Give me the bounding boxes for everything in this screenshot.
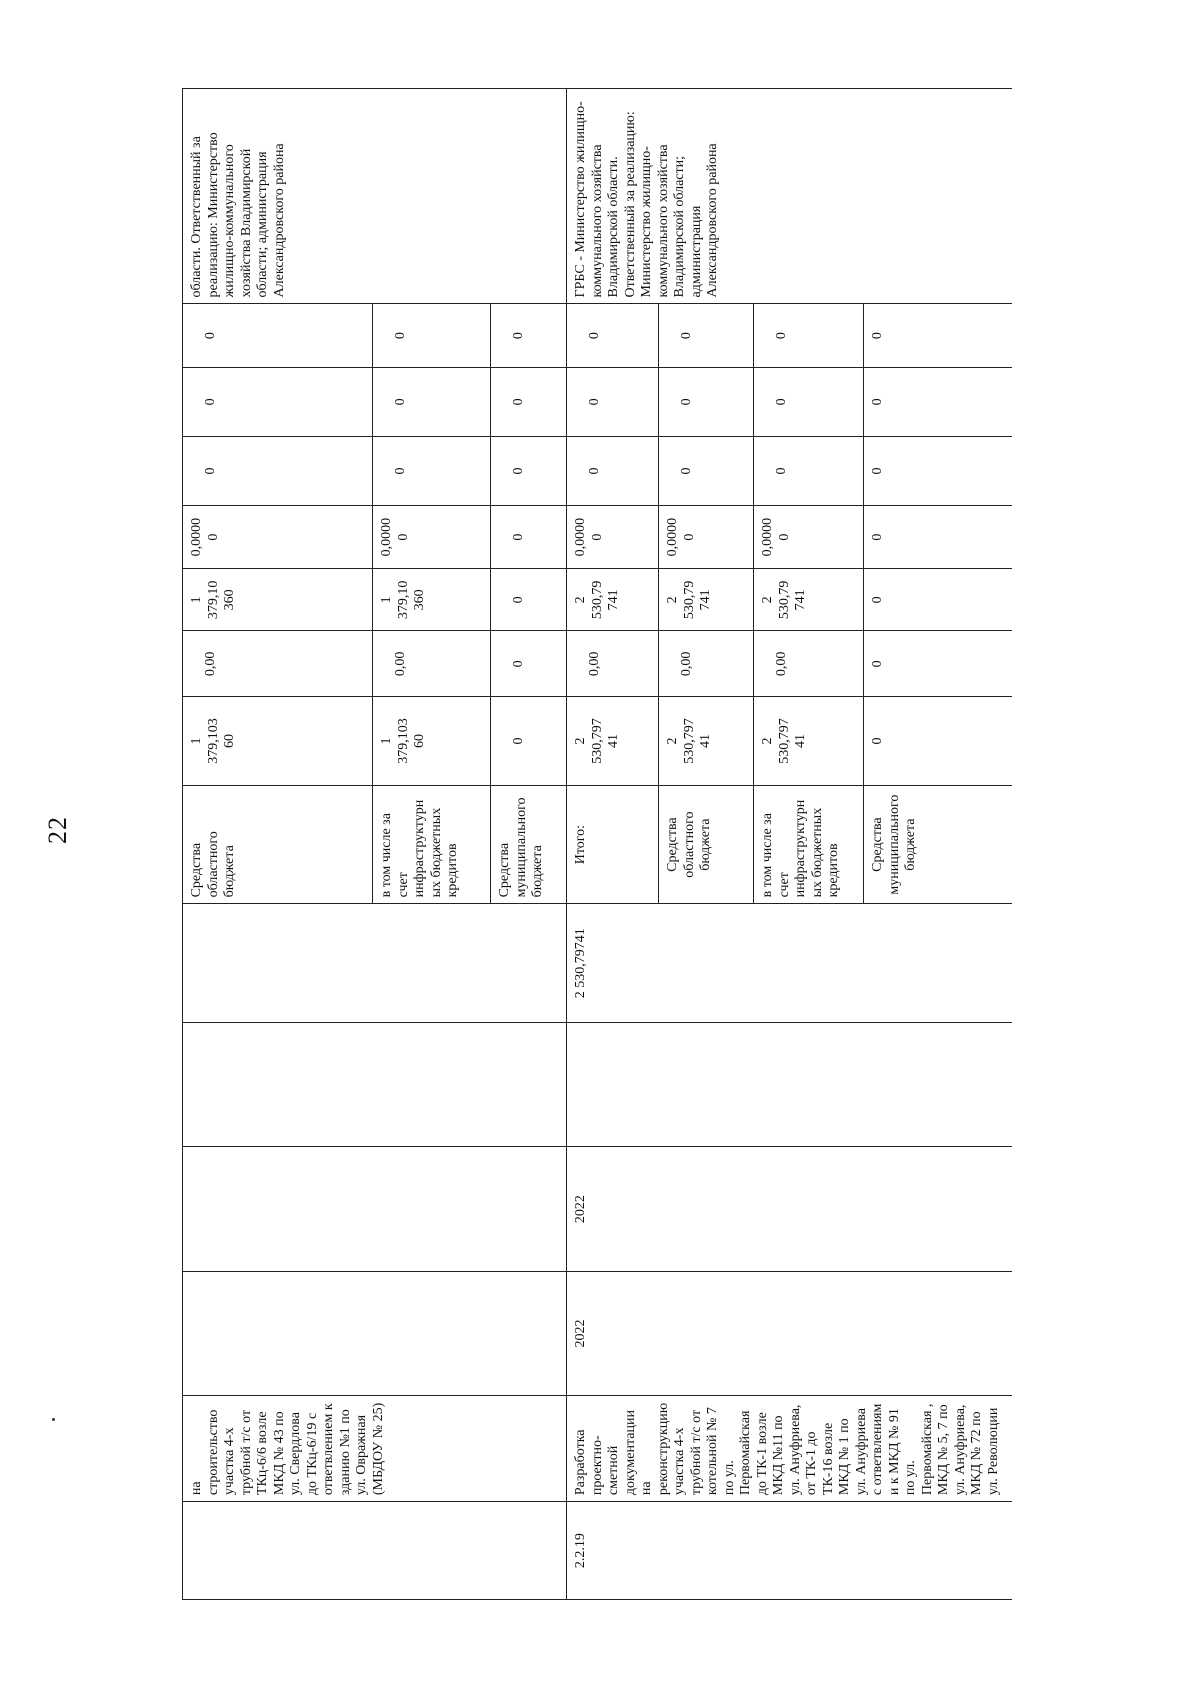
value-cell bbox=[659, 436, 754, 505]
value-cell bbox=[373, 505, 491, 568]
value-text: 0 bbox=[203, 332, 218, 340]
value-cell bbox=[659, 569, 754, 631]
value-text: 0,0000 0 bbox=[573, 517, 605, 557]
value-text: 0 bbox=[393, 398, 408, 406]
rotated-table-wrapper bbox=[182, 88, 1012, 1600]
value-text: 2 530,79 741 bbox=[665, 580, 714, 620]
value-text: 0,0000 0 bbox=[760, 517, 792, 557]
source-label bbox=[183, 785, 373, 904]
value-text: 0,0000 0 bbox=[665, 517, 697, 557]
value-cell bbox=[864, 304, 1013, 367]
program-measures-table bbox=[182, 88, 1012, 1600]
value-cell bbox=[183, 631, 373, 697]
source-label bbox=[754, 785, 864, 904]
value-cell bbox=[183, 304, 373, 367]
source-label bbox=[864, 785, 1013, 904]
start-year-cell bbox=[183, 1271, 567, 1395]
start-year-cell bbox=[567, 1271, 1013, 1395]
table-row bbox=[183, 89, 373, 1600]
source-label bbox=[567, 785, 659, 904]
value-cell bbox=[754, 436, 864, 505]
value-cell bbox=[567, 569, 659, 631]
value-cell bbox=[567, 367, 659, 436]
value-cell bbox=[373, 569, 491, 631]
measure-description-text: на строительство участка 4-х трубной т/с от ТКц-6/6 возле МКД № 43 по ул. Свердлова до ТКц-6/19 с ответвлением к зданию №1 по ул. Овражная (МБДОУ № 25) bbox=[189, 1402, 386, 1496]
value-cell bbox=[183, 367, 373, 436]
value-text: 0 bbox=[511, 533, 526, 541]
row-number-cell bbox=[567, 1502, 1013, 1600]
value-cell bbox=[491, 436, 567, 505]
source-label-text: Итого: bbox=[573, 824, 588, 865]
value-cell bbox=[567, 631, 659, 697]
value-cell bbox=[864, 631, 1013, 697]
value-text: 0 bbox=[511, 332, 526, 340]
start-year-text: 2022 bbox=[573, 1319, 588, 1348]
value-text: 0 bbox=[774, 332, 789, 340]
value-cell bbox=[754, 569, 864, 631]
value-cell bbox=[373, 436, 491, 505]
value-cell bbox=[754, 304, 864, 367]
value-cell bbox=[491, 304, 567, 367]
value-text: 0 bbox=[511, 596, 526, 604]
value-text: 0 bbox=[870, 398, 885, 406]
value-text: 0 bbox=[870, 660, 885, 668]
value-text: 0 bbox=[870, 596, 885, 604]
value-total-text: 2 530,797 41 bbox=[760, 718, 809, 764]
source-label-text: Средства муниципального бюджета bbox=[870, 794, 919, 895]
value-text: 0 bbox=[587, 332, 602, 340]
value-cell bbox=[373, 304, 491, 367]
value-cell bbox=[659, 304, 754, 367]
value-cell bbox=[659, 367, 754, 436]
value-text: 1 379,10 360 bbox=[189, 580, 238, 620]
value-cell bbox=[754, 505, 864, 568]
value-text: 0,00 bbox=[393, 651, 408, 677]
blank-cell bbox=[183, 1023, 567, 1147]
value-cell bbox=[754, 367, 864, 436]
value-total-text: 2 530,797 41 bbox=[573, 718, 622, 764]
value-text: 0 bbox=[511, 660, 526, 668]
responsible-text: ГРБС - Министерство жилищно-коммунального хозяйства Владимирской области. Ответственный за реализацию: Министерство жилищно-коммунального хозяйства Владимирской области; администрация Александровского района bbox=[573, 101, 721, 298]
responsible-cell bbox=[183, 89, 567, 304]
page-number: 22 bbox=[43, 816, 72, 844]
row-number-text: 2.2.19 bbox=[573, 1533, 588, 1569]
value-text: 2 530,79 741 bbox=[760, 580, 809, 620]
value-total-text: 1 379,103 60 bbox=[189, 718, 238, 764]
value-text: 0 bbox=[511, 398, 526, 406]
value-cell bbox=[491, 569, 567, 631]
value-text: 0 bbox=[587, 467, 602, 475]
value-cell bbox=[567, 505, 659, 568]
value-text: 0,0000 0 bbox=[189, 517, 221, 557]
value-total bbox=[754, 697, 864, 786]
end-year-text: 2022 bbox=[573, 1195, 588, 1224]
value-text: 0 bbox=[774, 398, 789, 406]
value-cell bbox=[491, 367, 567, 436]
value-text: 0 bbox=[774, 467, 789, 475]
value-cell bbox=[491, 631, 567, 697]
value-text: 0 bbox=[679, 467, 694, 475]
value-total-text: 1 379,103 60 bbox=[379, 718, 428, 764]
value-total bbox=[491, 697, 567, 786]
value-cell bbox=[183, 569, 373, 631]
value-total bbox=[183, 697, 373, 786]
table-row bbox=[567, 89, 659, 1600]
blank-cell bbox=[567, 1023, 1013, 1147]
value-total-text: 0 bbox=[511, 737, 526, 745]
value-text: 0,00 bbox=[587, 651, 602, 677]
value-text: 0,0000 0 bbox=[379, 517, 411, 557]
value-text: 0 bbox=[870, 533, 885, 541]
source-label-text: Средства муниципального бюджета bbox=[497, 797, 546, 898]
value-cell bbox=[183, 436, 373, 505]
value-text: 0,00 bbox=[203, 651, 218, 677]
source-label-text: Средства областного бюджета bbox=[189, 831, 238, 898]
value-text: 0 bbox=[511, 467, 526, 475]
value-cell bbox=[864, 367, 1013, 436]
value-text: 0,00 bbox=[774, 651, 789, 677]
value-cell bbox=[659, 505, 754, 568]
measure-description bbox=[567, 1396, 1013, 1502]
source-label-text: Средства областного бюджета bbox=[665, 811, 714, 878]
program-table-frame bbox=[182, 88, 1012, 1600]
end-year-cell bbox=[183, 1147, 567, 1271]
value-text: 0 bbox=[870, 467, 885, 475]
value-text: 0 bbox=[679, 398, 694, 406]
source-label-text: в том числе за счет инфраструктурных бюджетных кредитов bbox=[760, 799, 842, 898]
value-cell bbox=[567, 436, 659, 505]
cost-cell bbox=[183, 904, 567, 1023]
value-cell bbox=[491, 505, 567, 568]
value-text: 0 bbox=[203, 467, 218, 475]
value-total bbox=[864, 697, 1013, 786]
value-text: 0 bbox=[587, 398, 602, 406]
value-text: 0 bbox=[393, 332, 408, 340]
value-total bbox=[373, 697, 491, 786]
value-cell bbox=[864, 505, 1013, 568]
measure-description bbox=[183, 1396, 567, 1502]
value-cell bbox=[659, 631, 754, 697]
value-text: 0 bbox=[203, 398, 218, 406]
cost-cell bbox=[567, 904, 1013, 1023]
value-total-text: 0 bbox=[870, 737, 885, 745]
value-text: 1 379,10 360 bbox=[379, 580, 428, 620]
measure-description-text: Разработка проектно-сметной документации на реконструкцию участка 4-х трубной т/с от котельной № 7 по ул. Первомайская до ТК-1 возле МКД №11 по ул. Ануфриева, от ТК-1 до ТК-16 возле МКД № 1 по ул. Ануфриева с ответвлениям и к МКД № 91 по ул. Первомайская , МКД № 5, 7 по ул. Ануфриева, МКД № 72 по ул. Революции bbox=[573, 1402, 1001, 1496]
value-cell bbox=[567, 304, 659, 367]
value-cell bbox=[754, 631, 864, 697]
value-cell bbox=[183, 505, 373, 568]
value-text: 0 bbox=[393, 467, 408, 475]
row-number-cell bbox=[183, 1502, 567, 1600]
value-total bbox=[567, 697, 659, 786]
source-label bbox=[491, 785, 567, 904]
value-total-text: 2 530,797 41 bbox=[665, 718, 714, 764]
value-cell bbox=[864, 436, 1013, 505]
value-cell bbox=[373, 631, 491, 697]
source-label bbox=[659, 785, 754, 904]
end-year-cell bbox=[567, 1147, 1013, 1271]
value-text: 2 530,79 741 bbox=[573, 580, 622, 620]
scan-speck bbox=[52, 1418, 55, 1421]
value-text: 0,00 bbox=[679, 651, 694, 677]
value-text: 0 bbox=[870, 332, 885, 340]
responsible-cell bbox=[567, 89, 1013, 304]
value-total bbox=[659, 697, 754, 786]
source-label-text: в том числе за счет инфраструктурных бюджетных кредитов bbox=[379, 799, 461, 898]
cost-text: 2 530,79741 bbox=[573, 928, 588, 999]
source-label bbox=[373, 785, 491, 904]
value-cell bbox=[864, 569, 1013, 631]
value-text: 0 bbox=[679, 332, 694, 340]
value-cell bbox=[373, 367, 491, 436]
responsible-text: области. Ответственный за реализацию: Министерство жилищно-коммунального хозяйства Владимирской области; администрация Александровского района bbox=[189, 132, 287, 298]
